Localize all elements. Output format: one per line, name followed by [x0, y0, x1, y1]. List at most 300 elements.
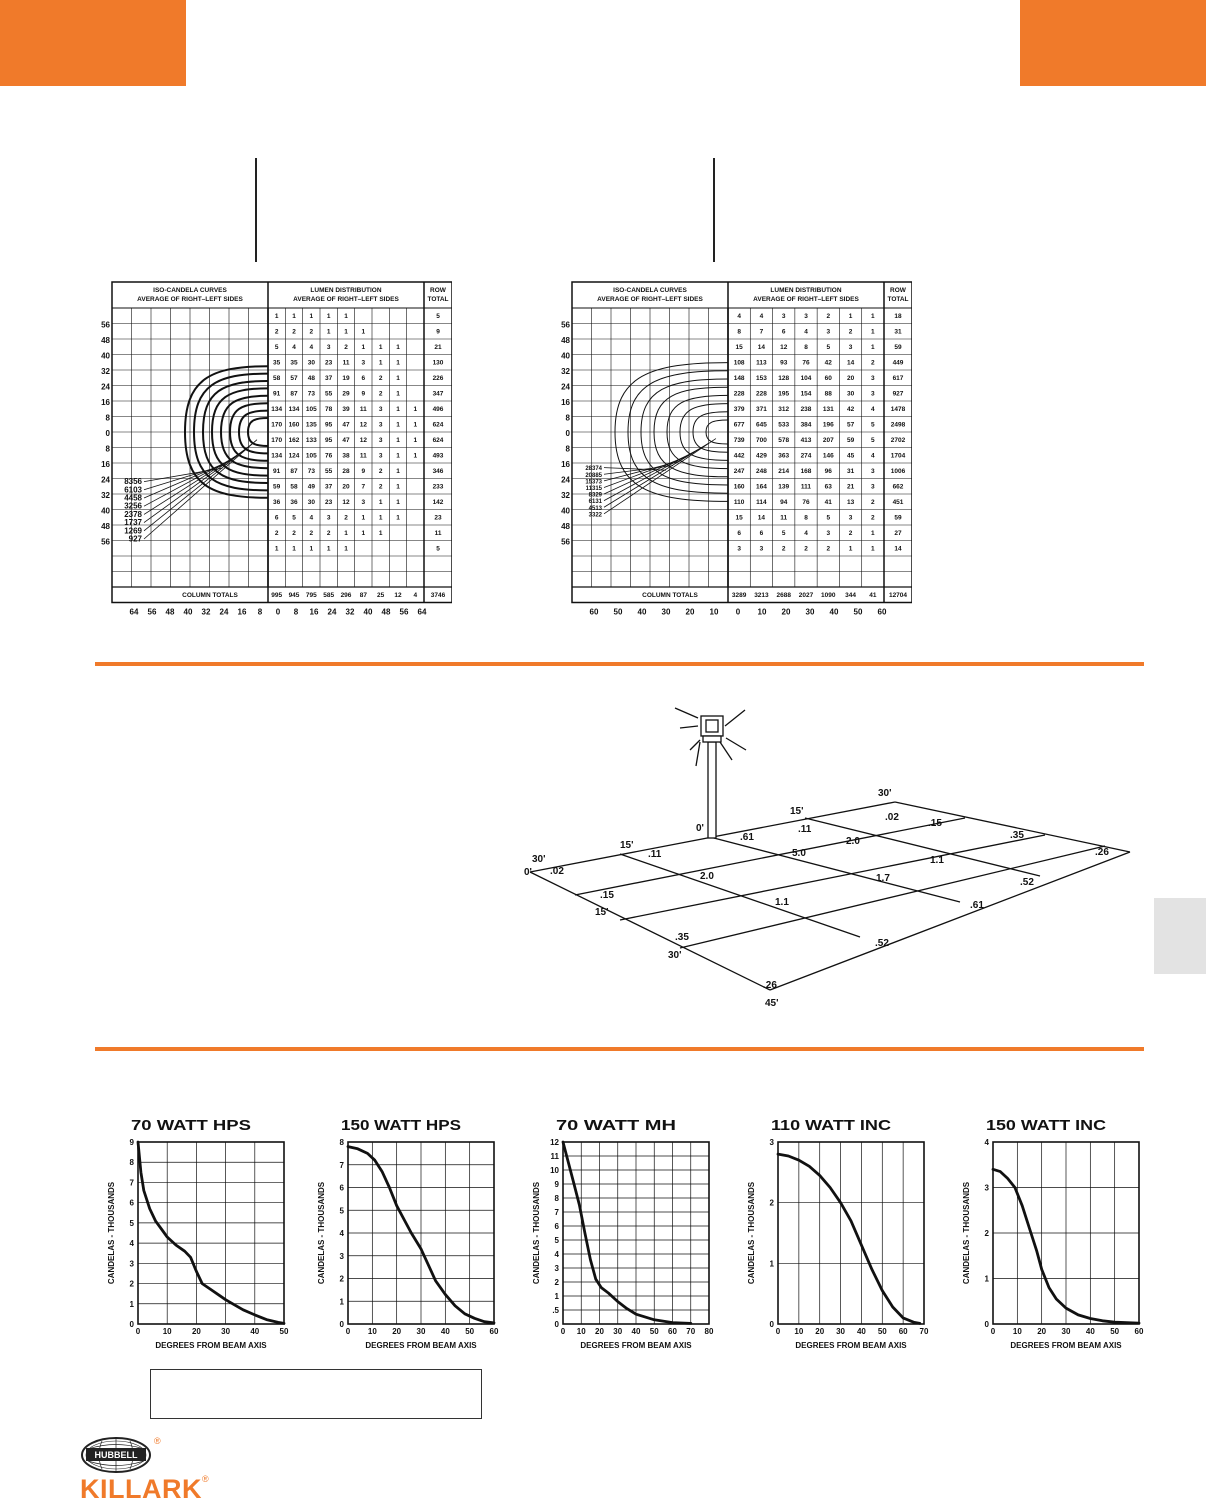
lumen-cell: 2: [274, 328, 279, 336]
chart-title: 110 WATT INC: [771, 1117, 892, 1134]
grid-line: [575, 818, 965, 895]
y-axis-tick-label: 56: [561, 537, 570, 547]
candela-value-label: 8356: [124, 477, 142, 487]
x-axis-tick-label: 56: [399, 607, 409, 617]
row-total-cell: 5: [436, 545, 440, 553]
lumen-cell: 3: [871, 483, 875, 491]
fixture-bracket: [703, 736, 721, 742]
killark-logo: [80, 1436, 250, 1506]
row-total-cell: 11: [434, 530, 442, 538]
y-tick-label: 1: [769, 1259, 774, 1269]
lumen-cell: 1: [378, 344, 383, 352]
lumen-cell: 11: [780, 514, 788, 522]
lumen-cell: 59: [273, 483, 281, 491]
lumen-cell: 95: [325, 421, 333, 429]
page-side-tab: [1154, 898, 1206, 974]
lumen-cell: 31: [846, 468, 855, 476]
x-axis-tick-label: 30: [805, 607, 815, 617]
lumen-cell: 228: [733, 390, 745, 398]
lumen-cell: 2: [378, 468, 383, 476]
lumen-cell: 36: [290, 499, 298, 507]
x-axis-tick-label: 0: [735, 607, 741, 617]
lumen-cell: 7: [361, 483, 366, 491]
x-tick-label: 10: [367, 1327, 377, 1336]
lumen-cell: 4: [871, 452, 875, 460]
y-axis-tick-label: 16: [561, 460, 570, 469]
lumen-cell: 2: [848, 530, 853, 538]
x-axis-tick-label: 10: [709, 607, 719, 617]
row-total-cell: 14: [894, 545, 902, 553]
row-total-cell: 449: [892, 359, 904, 367]
lumen-cell: 677: [733, 421, 745, 429]
lumen-cell: 59: [846, 437, 855, 445]
lumen-cell: 162: [288, 437, 300, 445]
x-axis-tick-label: 64: [417, 607, 427, 617]
row-total-cell: 2498: [890, 421, 906, 429]
x-axis-tick-label: 24: [219, 607, 229, 617]
lumen-cell: 12: [359, 421, 367, 429]
lumen-cell: 3: [871, 390, 875, 398]
column-total-cell: 12: [394, 592, 402, 600]
killark-wordmark: KILLARK: [80, 1474, 202, 1504]
lumen-cell: 6: [781, 328, 786, 336]
lumen-cell: 47: [342, 437, 350, 445]
candela-value-label: 3322: [588, 512, 602, 519]
x-tick-label: 0: [560, 1327, 566, 1336]
y-tick-label: 4: [984, 1138, 989, 1147]
footcandle-value: .02: [885, 812, 899, 823]
chart-title: 150 WATT INC: [986, 1117, 1107, 1134]
lumen-cell: 154: [800, 390, 812, 398]
lumen-cell: 38: [342, 452, 350, 460]
lumen-cell: 91: [273, 390, 281, 398]
lumen-cell: 1: [396, 406, 400, 414]
lumen-cell: 28: [342, 468, 350, 476]
lumen-cell: 146: [822, 452, 834, 460]
y-tick-label: 7: [129, 1178, 134, 1188]
x-tick-label: 0: [345, 1327, 351, 1336]
plot-border: [778, 1142, 924, 1324]
lumen-cell: 2: [292, 328, 296, 336]
x-tick-label: 40: [1085, 1327, 1095, 1336]
lumen-cell: 29: [342, 390, 350, 398]
lumen-cell: 1: [396, 359, 400, 367]
lumen-cell: 76: [802, 359, 810, 367]
y-tick-label: 5: [339, 1206, 344, 1216]
lumen-cell: 8: [737, 328, 741, 336]
row-total-cell: 662: [892, 483, 904, 491]
y-axis-label: CANDELAS - THOUSANDS: [532, 1181, 541, 1285]
lumen-cell: 1: [344, 313, 348, 321]
section-rule-2: [95, 1047, 1144, 1051]
lumen-cell: 1: [396, 483, 400, 491]
top-distance-label: 15': [790, 806, 804, 817]
lumen-cell: 1: [413, 437, 418, 445]
lumen-cell: 6: [274, 514, 279, 522]
column-divider-left: [255, 158, 257, 262]
x-tick-label: 40: [250, 1327, 260, 1336]
y-axis-tick-label: 8: [105, 444, 110, 454]
row-total-cell: 624: [432, 437, 444, 445]
footcandle-value: .61: [740, 832, 754, 843]
lumen-header-line1: LUMEN DISTRIBUTION: [310, 287, 382, 294]
y-axis-tick-label: 56: [101, 320, 110, 330]
x-tick-label: 40: [440, 1327, 450, 1336]
lumen-cell: 39: [342, 406, 350, 414]
lumen-cell: 47: [342, 421, 350, 429]
lumen-cell: 108: [733, 359, 745, 367]
lumen-cell: 3: [848, 344, 853, 352]
x-tick-label: 50: [465, 1327, 475, 1336]
lumen-cell: 5: [871, 437, 875, 445]
iso-header-line1: ISO-CANDELA CURVES: [613, 287, 687, 294]
lumen-cell: 1: [326, 313, 331, 321]
x-tick-label: 70: [919, 1327, 929, 1336]
y-tick-label: 0: [984, 1320, 989, 1329]
lumen-cell: 148: [733, 375, 745, 383]
y-tick-label: 8: [339, 1138, 344, 1147]
lumen-cell: 42: [846, 406, 855, 414]
lumen-cell: 58: [273, 375, 281, 383]
lumen-cell: 124: [288, 452, 300, 460]
x-axis-labels: [590, 608, 887, 617]
header-right-block: [1020, 0, 1206, 86]
iso-header-line2: AVERAGE OF RIGHT–LEFT SIDES: [137, 296, 243, 303]
lumen-cell: 114: [756, 499, 767, 507]
candela-value-label: 1737: [124, 518, 142, 528]
x-tick-label: 10: [162, 1327, 172, 1336]
chart-grid: [778, 1142, 924, 1324]
y-tick-label: 3: [129, 1259, 134, 1269]
candela-curve: [138, 1142, 284, 1323]
lumen-cell: 1: [361, 344, 366, 352]
x-axis-tick-label: 30: [661, 607, 671, 617]
lumen-cell: 12: [780, 344, 788, 352]
lumen-cell: 76: [802, 499, 810, 507]
x-axis-tick-label: 16: [309, 607, 319, 617]
lumen-cell: 2: [378, 390, 383, 398]
lumen-cell: 3: [361, 499, 366, 507]
y-axis-tick-label: 8: [565, 444, 570, 454]
lumen-cell: 1: [396, 375, 400, 383]
footcandle-value: 1.1: [775, 897, 789, 908]
column-total-cell: 25: [377, 592, 385, 600]
x-tick-label: 60: [898, 1327, 908, 1336]
lumen-cell: 645: [755, 421, 767, 429]
lumen-cell: 63: [824, 483, 832, 491]
lumen-cell: 214: [778, 468, 790, 476]
lumen-cell: 134: [271, 452, 283, 460]
y-tick-label: 0: [769, 1320, 774, 1329]
lumen-cell: 1: [396, 437, 400, 445]
fixture-lens: [706, 720, 718, 732]
lumen-cell: 4: [804, 328, 808, 336]
row-total-cell: 130: [432, 359, 444, 367]
row-total-cell: 18: [894, 313, 902, 321]
lumen-cell: 1: [396, 452, 400, 460]
x-tick-label: 60: [668, 1327, 677, 1336]
grid-front-edge: [770, 852, 1130, 990]
x-axis-tick-label: 40: [363, 607, 373, 617]
lumen-cell: 15: [735, 514, 743, 522]
candela-value-label: 8329: [588, 492, 602, 499]
lumen-cell: 1: [871, 328, 875, 336]
y-axis-tick-label: 32: [561, 491, 570, 500]
lumen-cell: 207: [822, 437, 834, 445]
column-total-cell: 12704: [888, 592, 908, 600]
y-axis-label: CANDELAS - THOUSANDS: [747, 1181, 756, 1285]
lumen-cell: 139: [778, 483, 790, 491]
lumen-cell: 21: [846, 483, 855, 491]
lumen-cell: 1: [309, 545, 314, 553]
lumen-cell: 3: [378, 452, 383, 460]
hubbell-registered-mark: ®: [154, 1436, 161, 1446]
candela-chart-150w-inc: [955, 1110, 1155, 1360]
x-tick-label: 30: [613, 1327, 623, 1336]
y-tick-label: 6: [339, 1183, 344, 1193]
x-axis-tick-label: 0: [275, 607, 281, 617]
lumen-cell: 3: [871, 375, 875, 383]
lumen-cell: 164: [755, 483, 767, 491]
tick-labels: [550, 1138, 714, 1336]
candela-value-label: 6103: [124, 485, 142, 495]
iso-header-line2: AVERAGE OF RIGHT–LEFT SIDES: [597, 296, 703, 303]
footcandle-value: .26: [1095, 847, 1109, 858]
lumen-cell: 2: [804, 545, 808, 553]
lumen-cell: 5: [826, 514, 831, 522]
y-tick-label: 9: [554, 1180, 559, 1189]
hubbell-logo-icon: [80, 1436, 160, 1474]
footcandle-value: 1.7: [876, 873, 890, 884]
x-axis-tick-label: 48: [381, 607, 391, 617]
lumen-cell: 1: [396, 499, 400, 507]
y-axis-tick-label: 32: [101, 491, 110, 500]
x-axis-label: DEGREES FROM BEAM AXIS: [365, 1341, 477, 1350]
column-total-cell: 3289: [731, 592, 747, 600]
x-tick-label: 50: [649, 1327, 659, 1336]
footcandle-value: .11: [648, 849, 662, 860]
lumen-cell: 93: [780, 359, 788, 367]
footcandle-value: 2.0: [846, 836, 860, 847]
column-total-cell: 3213: [754, 592, 769, 600]
column-total-cell: 795: [305, 592, 317, 600]
lumen-cell: 55: [325, 390, 333, 398]
tick-labels: [340, 1138, 499, 1336]
y-tick-label: 6: [129, 1198, 134, 1208]
lumen-cell: 11: [359, 406, 367, 414]
lumen-cell: 1: [344, 545, 348, 553]
lumen-cell: 12: [342, 499, 350, 507]
lumen-cell: 196: [822, 421, 834, 429]
lumen-cell: 30: [307, 359, 315, 367]
lumen-cell: 248: [755, 468, 767, 476]
candela-chart-70w-mh: [525, 1110, 725, 1360]
lumen-cell: 5: [871, 421, 875, 429]
lumen-cell: 134: [271, 406, 283, 414]
footcandle-value: 1.1: [930, 855, 944, 866]
lumen-cell: 37: [325, 483, 333, 491]
y-tick-label: 7: [554, 1208, 559, 1217]
lumen-cell: 1: [396, 390, 400, 398]
footcandle-value: 2.0: [700, 871, 714, 882]
x-tick-label: 10: [1012, 1327, 1022, 1336]
iso-candela-chart-right: [540, 278, 912, 623]
lumen-cell: 1: [848, 313, 853, 321]
y-axis-tick-label: 56: [101, 537, 110, 547]
lumen-cell: 105: [305, 452, 317, 460]
x-axis-label: DEGREES FROM BEAM AXIS: [580, 1341, 692, 1350]
y-axis-tick-label: 8: [565, 413, 570, 423]
lumen-cell: 2: [826, 545, 831, 553]
column-total-cell: 296: [340, 592, 352, 600]
lumen-cell: 131: [822, 406, 834, 414]
lumen-cell: 442: [733, 452, 745, 460]
y-tick-label: 0: [129, 1320, 134, 1329]
column-total-cell: 945: [288, 592, 300, 600]
chart-grid: [348, 1142, 494, 1324]
x-axis-tick-label: 60: [589, 607, 599, 617]
x-axis-tick-label: 24: [327, 607, 337, 617]
lumen-cell: 20: [846, 375, 855, 383]
lumen-cell: 3: [378, 437, 383, 445]
row-total-header-line2: TOTAL: [427, 296, 449, 303]
candela-leader-line: [144, 452, 242, 514]
column-total-cell: 344: [845, 592, 857, 600]
lumen-cell: 128: [778, 375, 790, 383]
x-axis-tick-label: 8: [257, 607, 263, 617]
x-axis-tick-label: 56: [147, 607, 157, 617]
lumen-cell: 1: [396, 421, 400, 429]
lumen-cell: 134: [288, 406, 300, 414]
y-axis-labels: [561, 321, 570, 547]
x-tick-label: 30: [836, 1327, 846, 1336]
x-axis-tick-label: 10: [757, 607, 767, 617]
grid-left-front-edge: [530, 872, 770, 990]
y-axis-tick-label: 24: [561, 475, 570, 485]
candela-value-label: 4458: [124, 493, 142, 503]
lumen-cell: 87: [290, 468, 298, 476]
lumen-cell: 4: [804, 530, 808, 538]
lumen-cell: 55: [325, 468, 333, 476]
candela-value-label: 927: [128, 534, 142, 544]
lumen-cell: 2: [274, 530, 279, 538]
killark-registered-mark: ®: [201, 1474, 209, 1484]
footcandle-value: .26: [763, 980, 777, 991]
chart-title: 70 WATT HPS: [131, 1117, 251, 1134]
column-totals-label: COLUMN TOTALS: [182, 592, 238, 600]
lumen-cell: 578: [778, 437, 790, 445]
x-axis-tick-label: 40: [183, 607, 193, 617]
lumen-cell: 1: [274, 313, 279, 321]
lumen-cell: 95: [325, 437, 333, 445]
lumen-cell: 76: [325, 452, 333, 460]
x-axis-tick-label: 48: [165, 607, 175, 617]
lumen-cell: 2: [344, 344, 348, 352]
x-tick-label: 0: [135, 1327, 141, 1336]
lumen-cell: 9: [361, 468, 366, 476]
y-tick-label: 2: [769, 1198, 774, 1208]
y-tick-label: 9: [129, 1138, 134, 1147]
y-axis-tick-label: 40: [561, 506, 570, 516]
row-total-cell: 142: [432, 499, 444, 507]
left-distance-label: 45': [765, 998, 779, 1009]
y-tick-label: 3: [339, 1251, 344, 1261]
candela-value-label: 3256: [124, 501, 142, 511]
lumen-cell: 5: [781, 530, 786, 538]
lumen-cell: 1: [292, 313, 296, 321]
lumen-cell: 312: [778, 406, 790, 414]
pole-shaft: [708, 742, 716, 838]
lumen-cell: 379: [733, 406, 745, 414]
lumen-cell: 4: [309, 514, 314, 522]
footcandle-value: .52: [875, 938, 889, 949]
lumen-cell: 3: [378, 406, 383, 414]
x-tick-label: 20: [815, 1327, 825, 1336]
footcandle-value: .15: [600, 890, 614, 901]
lumen-cell: 30: [846, 390, 855, 398]
left-ft-label: 15': [620, 840, 634, 851]
lumen-cell: 49: [307, 483, 315, 491]
row-total-cell: 1006: [890, 468, 906, 476]
lumen-cell: 2: [826, 313, 831, 321]
y-axis-labels: [101, 321, 110, 547]
lumen-cell: 4: [292, 344, 296, 352]
lumen-cell: 19: [342, 375, 350, 383]
lumen-cell: 363: [778, 452, 790, 460]
y-tick-label: 8: [129, 1158, 134, 1168]
lumen-cell: 1: [344, 328, 348, 336]
y-tick-label: 12: [550, 1138, 559, 1147]
x-tick-label: 60: [1134, 1327, 1144, 1336]
lumen-cell: 2: [309, 328, 314, 336]
x-tick-label: 50: [1110, 1327, 1120, 1336]
note-box: [150, 1369, 482, 1419]
lumen-cell: 429: [755, 452, 767, 460]
x-axis-tick-label: 8: [293, 607, 299, 617]
lumen-cell: 36: [273, 499, 281, 507]
y-tick-label: 8: [554, 1194, 559, 1203]
x-axis-label: DEGREES FROM BEAM AXIS: [155, 1341, 267, 1350]
candela-chart-110w-inc: [740, 1110, 940, 1360]
y-tick-label: 1: [554, 1292, 559, 1301]
lumen-cell: 2: [871, 359, 875, 367]
candela-labels: [585, 466, 602, 518]
lumen-cell: 135: [305, 421, 317, 429]
left-distance-label: 30': [532, 854, 546, 865]
row-total-cell: 59: [894, 514, 902, 522]
footcandle-value: .35: [675, 932, 689, 943]
lumen-cell: 7: [759, 328, 764, 336]
left-distance-label: 30': [668, 950, 682, 961]
y-axis-tick-label: 32: [101, 367, 110, 376]
row-total-cell: 21: [434, 344, 442, 352]
y-axis-tick-label: 40: [561, 351, 570, 361]
lumen-cell: 3: [378, 421, 383, 429]
x-tick-label: 50: [279, 1327, 289, 1336]
y-tick-label: 11: [550, 1152, 559, 1161]
y-tick-label: 3: [984, 1183, 989, 1193]
lumen-cell: 1: [413, 406, 418, 414]
y-tick-label: 2: [339, 1274, 344, 1284]
row-total-header-line1: ROW: [430, 287, 446, 294]
y-tick-label: 3: [554, 1264, 559, 1273]
lumen-cell: 9: [361, 390, 366, 398]
x-axis-labels: [130, 608, 427, 617]
lumen-cell: 4: [309, 344, 314, 352]
lumen-cell: 133: [305, 437, 317, 445]
lumen-cell: 57: [846, 421, 855, 429]
lumen-cell: 2: [871, 514, 875, 522]
